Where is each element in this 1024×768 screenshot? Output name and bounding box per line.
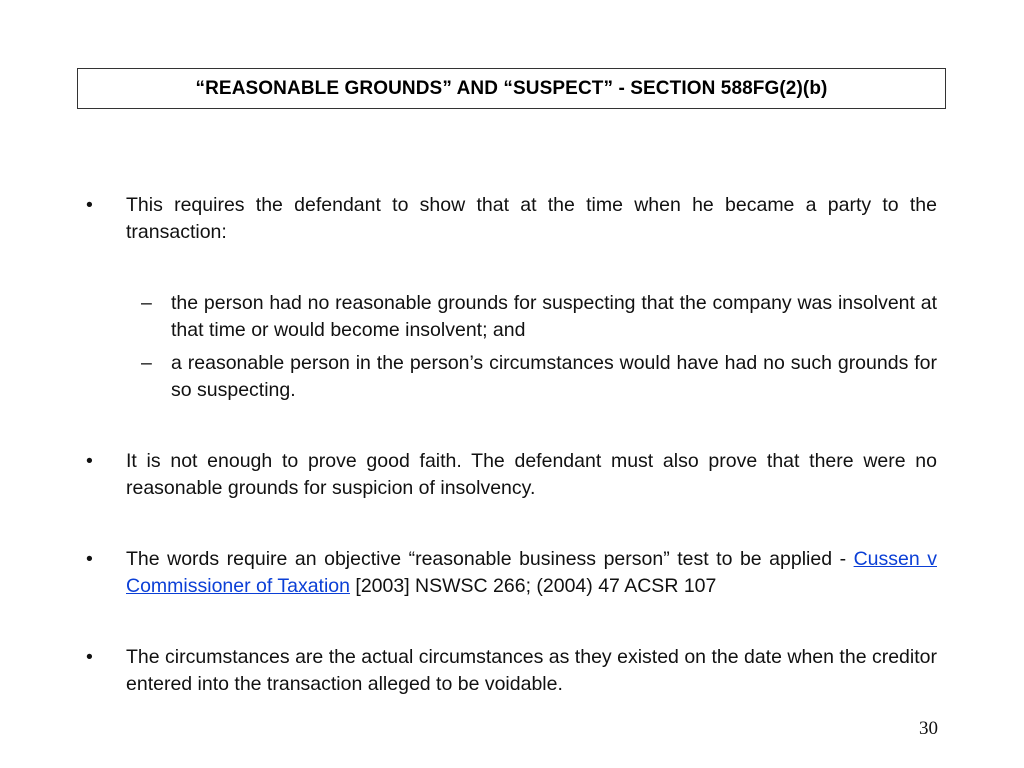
- bullet-item: [86, 192, 937, 246]
- bullet-text-prefix: The words require an objective “reasonable business person” test to be applied -: [126, 548, 854, 570]
- slide-body: [86, 192, 937, 698]
- dash-marker: –: [141, 292, 152, 314]
- slide-title: “REASONABLE GROUNDS” AND “SUSPECT” - SECTION 588FG(2)(b): [195, 77, 828, 99]
- title-box: [77, 68, 946, 109]
- dash-marker: –: [141, 352, 152, 374]
- bullet-text-suffix: [2003] NSWSC 266; (2004) 47 ACSR 107: [349, 575, 717, 597]
- bullet-text: This requires the defendant to show that at the time when he became a party to the transaction:: [126, 194, 937, 243]
- sub-bullet-text: the person had no reasonable grounds for suspecting that the company was insolvent at that time or would become insolvent; and: [171, 292, 937, 341]
- sub-bullet-item: [86, 350, 937, 404]
- bullet-marker: •: [86, 548, 93, 570]
- bullet-text: It is not enough to prove good faith. The defendant must also prove that there were no reasonable grounds for suspicion of insolvency.: [126, 450, 937, 499]
- page-number: 30: [919, 718, 938, 739]
- bullet-item: [86, 644, 937, 698]
- bullet-marker: •: [86, 194, 93, 216]
- bullet-marker: •: [86, 646, 93, 668]
- case-citation-link[interactable]: Cussen v Commissioner of Taxation: [126, 548, 937, 597]
- bullet-item: [86, 448, 937, 502]
- bullet-text: The circumstances are the actual circumstances as they existed on the date when the creditor entered into the transaction alleged to be voidable.: [126, 646, 937, 695]
- sub-bullet-text: a reasonable person in the person’s circumstances would have had no such grounds for so suspecting.: [171, 352, 937, 401]
- bullet-marker: •: [86, 450, 93, 472]
- sub-bullet-item: [86, 290, 937, 344]
- bullet-item: [86, 546, 937, 600]
